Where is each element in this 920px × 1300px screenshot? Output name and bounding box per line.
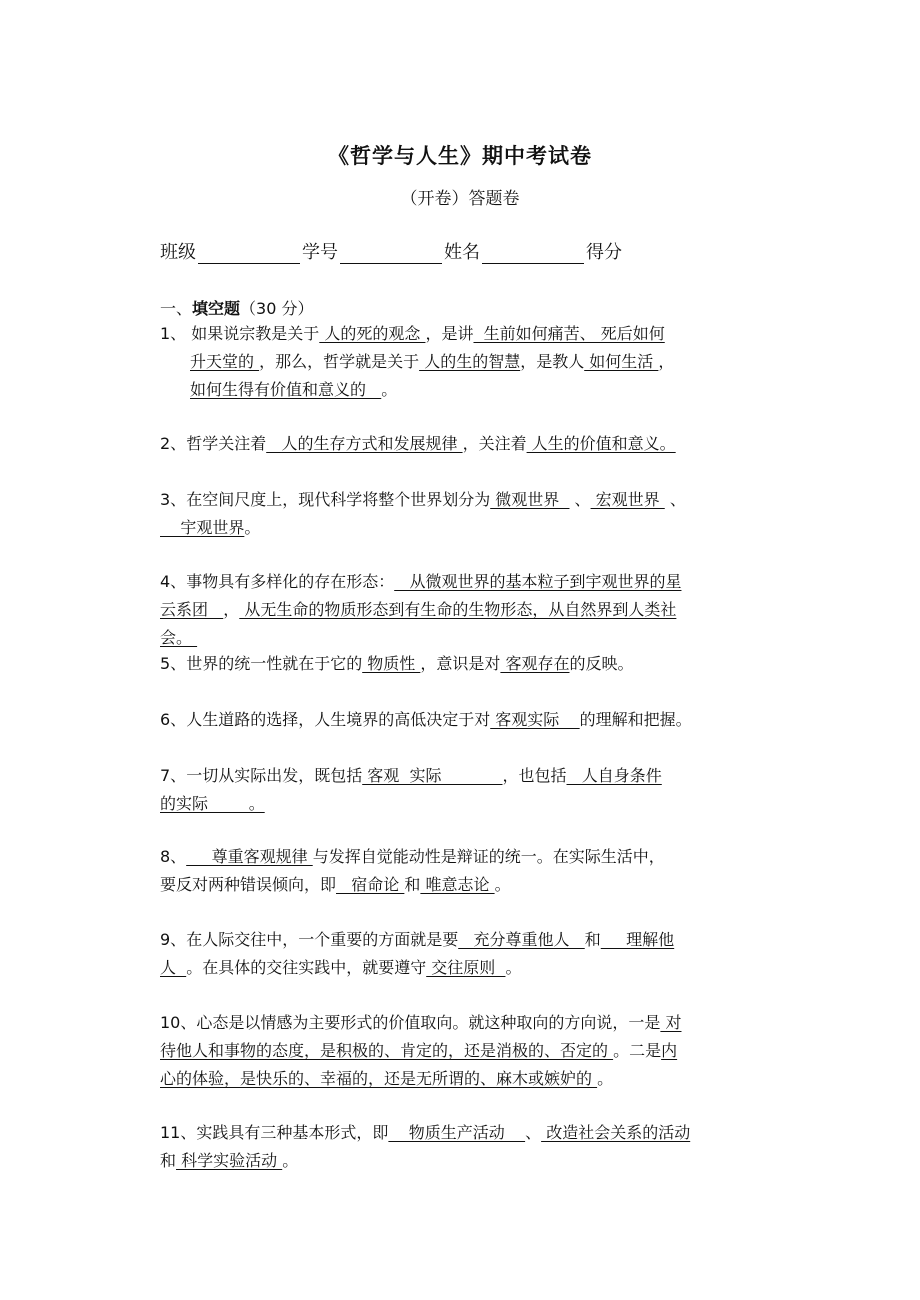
q1-answer: 人的生的智慧 xyxy=(419,352,521,371)
section-points: （30 分） xyxy=(240,299,314,318)
q11-text: 和 xyxy=(160,1151,177,1170)
class-label: 班级 xyxy=(160,242,196,263)
section-prefix: 一、 xyxy=(160,299,193,318)
q1-answer: 升天堂的 xyxy=(190,352,260,371)
q7-answer: 人自身条件 xyxy=(566,766,662,785)
q10-answer: 对 xyxy=(660,1013,682,1032)
q3-text: 、 xyxy=(664,490,686,509)
q2-number: 2、 xyxy=(160,434,187,453)
student-id-label: 学号 xyxy=(302,242,338,263)
q10-answer: 内 xyxy=(661,1041,678,1060)
q10-text: 。二是 xyxy=(613,1041,662,1060)
q10-answer: 待他人和事物的态度，是积极的、肯定的，还是消极的、否定的 xyxy=(160,1041,614,1060)
q4-number: 4、 xyxy=(160,572,187,591)
q4-text: ， xyxy=(223,600,240,619)
student-info-line xyxy=(160,238,622,264)
q4-answer: 从微观世界的基本粒子到宇观世界的星 xyxy=(394,572,682,591)
q1-text: ，是讲 xyxy=(425,324,474,343)
q3-answer: 宏观世界 xyxy=(590,490,665,509)
question-6 xyxy=(160,706,770,734)
q8-text: 。 xyxy=(494,875,511,894)
q9-answer: 人 xyxy=(160,958,187,977)
class-blank[interactable] xyxy=(198,243,300,264)
q5-answer: 客观存在 xyxy=(500,654,570,673)
score-label: 得分 xyxy=(586,242,622,263)
q8-answer: 尊重客观规律 xyxy=(186,847,313,866)
q1-answer: 人的死的观念 xyxy=(319,324,426,343)
q9-text: 在人际交往中，一个重要的方面就是要 xyxy=(186,930,459,949)
q4-answer: 从无生命的物质形态到有生命的生物形态，从自然界到人类社 xyxy=(239,600,677,619)
question-10 xyxy=(160,1009,770,1093)
q2-text: 哲学关注着 xyxy=(186,434,267,453)
q5-answer: 物质性 xyxy=(362,654,421,673)
q4-text: 事物具有多样化的存在形态： xyxy=(186,572,395,591)
q3-text: 。 xyxy=(244,518,261,537)
q10-text: 心态是以情感为主要形式的价值取向。就这种取向的方向说，一是 xyxy=(196,1013,661,1032)
section-name: 填空题 xyxy=(192,299,241,318)
q6-text: 的理解和把握。 xyxy=(579,710,692,729)
q11-number: 11、 xyxy=(160,1123,197,1142)
q11-text: 实践具有三种基本形式，即 xyxy=(196,1123,389,1142)
q8-text: 要反对两种错误倾向，即 xyxy=(160,875,337,894)
question-8 xyxy=(160,843,770,899)
q3-text: 、 xyxy=(569,490,591,509)
question-2 xyxy=(160,430,770,458)
q9-text: 。 xyxy=(505,958,522,977)
name-label: 姓名 xyxy=(444,242,480,263)
exam-title: 《哲学与人生》期中考试卷 xyxy=(328,144,592,168)
q8-text: 和 xyxy=(404,875,421,894)
student-id-blank[interactable] xyxy=(340,243,442,264)
q9-answer: 理解他 xyxy=(600,930,675,949)
section-heading xyxy=(160,296,313,319)
q7-number: 7、 xyxy=(160,766,187,785)
q4-answer: 会。 xyxy=(160,628,198,647)
q9-answer: 充分尊重他人 xyxy=(458,930,585,949)
q8-answer: 唯意志论 xyxy=(420,875,495,894)
q1-number: 1、 xyxy=(160,324,187,343)
q9-number: 9、 xyxy=(160,930,187,949)
q11-text: 、 xyxy=(525,1123,542,1142)
q11-answer: 改造社会关系的活动 xyxy=(541,1123,691,1142)
q7-text: 一切从实际出发，既包括 xyxy=(186,766,363,785)
q6-answer: 客观实际 xyxy=(490,710,580,729)
q5-text: ，意识是对 xyxy=(420,654,501,673)
q1-text: 。 xyxy=(381,380,398,399)
q3-number: 3、 xyxy=(160,490,187,509)
q3-text: 在空间尺度上，现代科学将整个世界划分为 xyxy=(186,490,491,509)
q1-answer: 如何生得有价值和意义的 xyxy=(190,380,382,399)
question-4 xyxy=(160,568,770,652)
q7-answer: 的实际 。 xyxy=(160,794,265,813)
q3-answer: 宇观世界 xyxy=(160,518,245,537)
q9-answer: 交往原则 xyxy=(426,958,506,977)
q1-answer: 如何生活 xyxy=(584,352,659,371)
q10-answer: 心的体验，是快乐的、幸福的，还是无所谓的、麻木或嫉妒的 xyxy=(160,1069,598,1088)
q10-number: 10、 xyxy=(160,1013,197,1032)
q6-number: 6、 xyxy=(160,710,187,729)
question-9 xyxy=(160,926,770,982)
q3-answer: 微观世界 xyxy=(490,490,570,509)
q9-text: 。在具体的交往实践中，就要遵守 xyxy=(186,958,427,977)
question-7 xyxy=(160,762,770,818)
question-11 xyxy=(160,1119,770,1175)
q5-text: 世界的统一性就在于它的 xyxy=(186,654,363,673)
question-1 xyxy=(160,320,770,404)
q11-answer: 物质生产活动 xyxy=(388,1123,526,1142)
q5-number: 5、 xyxy=(160,654,187,673)
q4-answer: 云系团 xyxy=(160,600,224,619)
name-blank[interactable] xyxy=(482,243,584,264)
q7-text: ，也包括 xyxy=(502,766,567,785)
q2-answer: 人生的价值和意义。 xyxy=(526,434,676,453)
q8-number: 8、 xyxy=(160,847,187,866)
exam-subtitle: （开卷）答题卷 xyxy=(400,189,520,209)
q9-text: 和 xyxy=(584,930,601,949)
q1-text: 如果说宗教是关于 xyxy=(186,324,320,343)
q5-text: 的反映。 xyxy=(569,654,634,673)
q11-answer: 科学实验活动 xyxy=(176,1151,283,1170)
q6-text: 人生道路的选择，人生境界的高低决定于对 xyxy=(186,710,491,729)
q10-text: 。 xyxy=(597,1069,614,1088)
q8-text: 与发挥自觉能动性是辩证的统一。在实际生活中， xyxy=(312,847,665,866)
question-5 xyxy=(160,650,770,678)
q1-text: ， xyxy=(658,352,675,371)
q7-answer: 客观 实际 xyxy=(362,766,503,785)
q8-answer: 宿命论 xyxy=(336,875,405,894)
q2-answer: 人的生存方式和发展规律 xyxy=(266,434,463,453)
q11-text: 。 xyxy=(282,1151,299,1170)
q2-text: ，关注着 xyxy=(462,434,527,453)
q1-text: ，是教人 xyxy=(520,352,585,371)
q1-text: ，那么，哲学就是关于 xyxy=(259,352,420,371)
question-3 xyxy=(160,486,770,542)
q1-answer: 生前如何痛苦、 死后如何 xyxy=(473,324,665,343)
